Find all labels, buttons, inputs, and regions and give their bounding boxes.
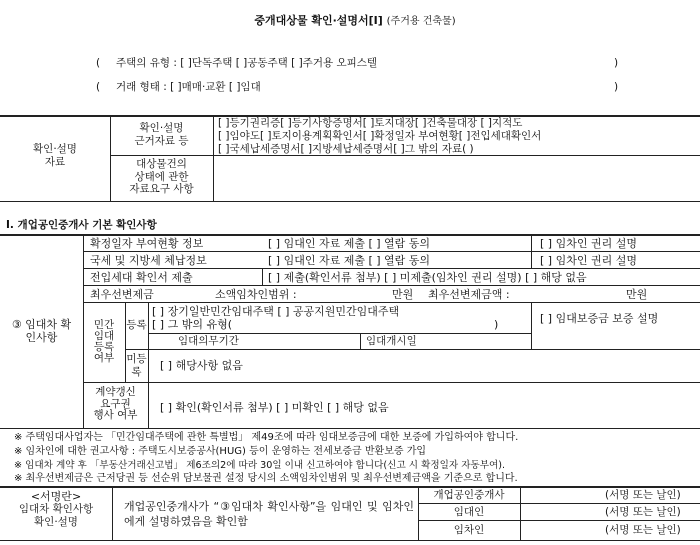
rule	[83, 268, 700, 269]
party-name: 임차인	[453, 524, 485, 536]
basis-label: 확인·설명 근거자료 등	[134, 122, 189, 147]
row-content: [ ] 임대인 자료 제출 [ ] 열람 동의	[268, 237, 431, 250]
house-type-line: 주택의 유형 : [ ]단독주택 [ ]공동주택 [ ]주거용 오피스텔	[116, 57, 378, 69]
renewal-content: [ ] 확인(확인서류 첨부) [ ] 미확인 [ ] 해당 없음	[160, 401, 389, 414]
rule	[0, 201, 700, 202]
priority-amount-unit: 만원	[626, 288, 648, 301]
basis-line: [ ]국세납세증명서[ ]지방세납세증명서[ ]그 밖의 자료( )	[218, 143, 474, 155]
rule	[148, 382, 149, 428]
party-name: 임대인	[453, 506, 485, 518]
signature-statement: 개업공인중개사가 “③임대차 확인사항”을 임대인 및 임차인에게 설명하였음을 확인함	[124, 500, 414, 528]
private-rental-label: 민간 임대 등록 여부	[93, 319, 115, 365]
deal-type-line: 거래 형태 : [ ]매매·교환 [ ]임대	[116, 81, 261, 93]
basis-line: [ ]임야도[ ]토지이용계획확인서[ ]확정일자 부여현황[ ]전입세대확인서	[218, 130, 542, 142]
title-sub: (주거용 건축물)	[386, 16, 456, 27]
rule	[0, 428, 700, 429]
deal-type-close: )	[614, 81, 619, 93]
confirm-section-label: 확인·설명 자료	[33, 143, 77, 168]
registered-line-close: )	[494, 318, 499, 331]
signature-slot[interactable]: (서명 또는 날인)	[605, 524, 681, 536]
unregistered-content: [ ] 해당사항 없음	[160, 359, 243, 372]
unregistered-label: 미등 록	[126, 353, 147, 378]
priority-label: 최우선변제금	[90, 288, 154, 301]
registered-label: 등록	[126, 319, 147, 331]
title-main: 중개대상물 확인·설명서[Ⅰ]	[254, 14, 383, 27]
house-type-open: (	[96, 57, 101, 69]
tenant-section-label: ③ 임대차 확 인사항	[11, 318, 72, 345]
house-type-close: )	[614, 57, 619, 69]
rule	[418, 520, 700, 521]
note-line: ※ 임대차 계약 후 「부동산거래신고법」 제6조의2에 따라 30일 이내 신고하여야 합니다(신고 시 확정일자 자동부여).	[14, 460, 506, 471]
rule	[0, 540, 700, 541]
lease-start-label: 임대개시일	[366, 335, 417, 347]
rule	[531, 302, 532, 349]
signature-label: 임대차 확인사항 확인·설명	[18, 503, 94, 528]
rule	[418, 503, 700, 504]
rule	[262, 268, 263, 285]
note-line: ※ 최우선변제금은 근저당권 등 선순위 담보물권 설정 당시의 소액임차인범위 및 최우선변제금액을 기준으로 합니다.	[14, 473, 518, 484]
signature-slot[interactable]: (서명 또는 날인)	[605, 489, 681, 501]
row-content: [ ] 제출(확인서류 첨부) [ ] 미제출(임차인 권리 설명) [ ] 해당 없음	[268, 271, 587, 284]
rule	[83, 382, 700, 383]
rule	[213, 115, 214, 201]
row-right: [ ] 임차인 권리 설명	[540, 237, 637, 250]
row-label: 전입세대 확인서 제출	[90, 271, 193, 284]
renewal-label: 계약갱신 요구권 행사 여부	[93, 386, 138, 422]
party-name: 개업공인중개사	[433, 489, 505, 501]
rule	[83, 285, 700, 286]
rule	[83, 251, 700, 252]
registered-line: [ ] 그 밖의 유형(	[152, 318, 232, 331]
rule	[148, 302, 149, 382]
document-title	[210, 14, 500, 28]
small-range-label: 소액임차인범위 :	[215, 288, 297, 301]
note-line: ※ 임차인에 대한 권고사항 : 주택도시보증공사(HUG) 등이 운영하는 전세보증금 반환보증 가입	[14, 446, 427, 457]
small-range-unit: 만원	[392, 288, 414, 301]
signature-title: <서명란>	[30, 490, 82, 503]
signature-slot[interactable]: (서명 또는 날인)	[605, 506, 681, 518]
request-label: 대상물건의 상태에 관한 자료요구 사항	[129, 158, 194, 196]
section1-title: Ⅰ. 개업공인중개사 기본 확인사항	[6, 219, 157, 231]
lease-period-label: 임대의무기간	[178, 335, 239, 347]
row-label: 확정일자 부여현황 정보	[90, 237, 204, 250]
row-content: [ ] 임대인 자료 제출 [ ] 열람 동의	[268, 254, 431, 267]
note-line: ※ 주택임대사업자는 「민간임대주택에 관한 특별법」 제49조에 따라 임대보증금에 대한 보증에 가입하여야 합니다.	[14, 432, 519, 443]
row-label: 국세 및 지방세 체납정보	[90, 254, 207, 267]
rule	[0, 486, 700, 488]
registered-line: [ ] 장기일반민간임대주택 [ ] 공공지원민간임대주택	[152, 305, 400, 318]
rule	[360, 333, 361, 349]
rule	[148, 333, 531, 334]
row-right: [ ] 임차인 권리 설명	[540, 254, 637, 267]
priority-amount-label: 최우선변제금액 :	[428, 288, 510, 301]
deal-type-open: (	[96, 81, 101, 93]
basis-line: [ ]등기권리증[ ]등기사항증명서[ ]토지대장[ ]건축물대장 [ ]지적도	[218, 117, 523, 129]
rule	[0, 234, 700, 236]
rule	[531, 234, 532, 268]
deposit-guarantee: [ ] 임대보증금 보증 설명	[540, 312, 659, 325]
rule	[125, 349, 700, 350]
rule	[520, 486, 521, 540]
rule	[112, 486, 113, 540]
rule	[83, 302, 700, 303]
